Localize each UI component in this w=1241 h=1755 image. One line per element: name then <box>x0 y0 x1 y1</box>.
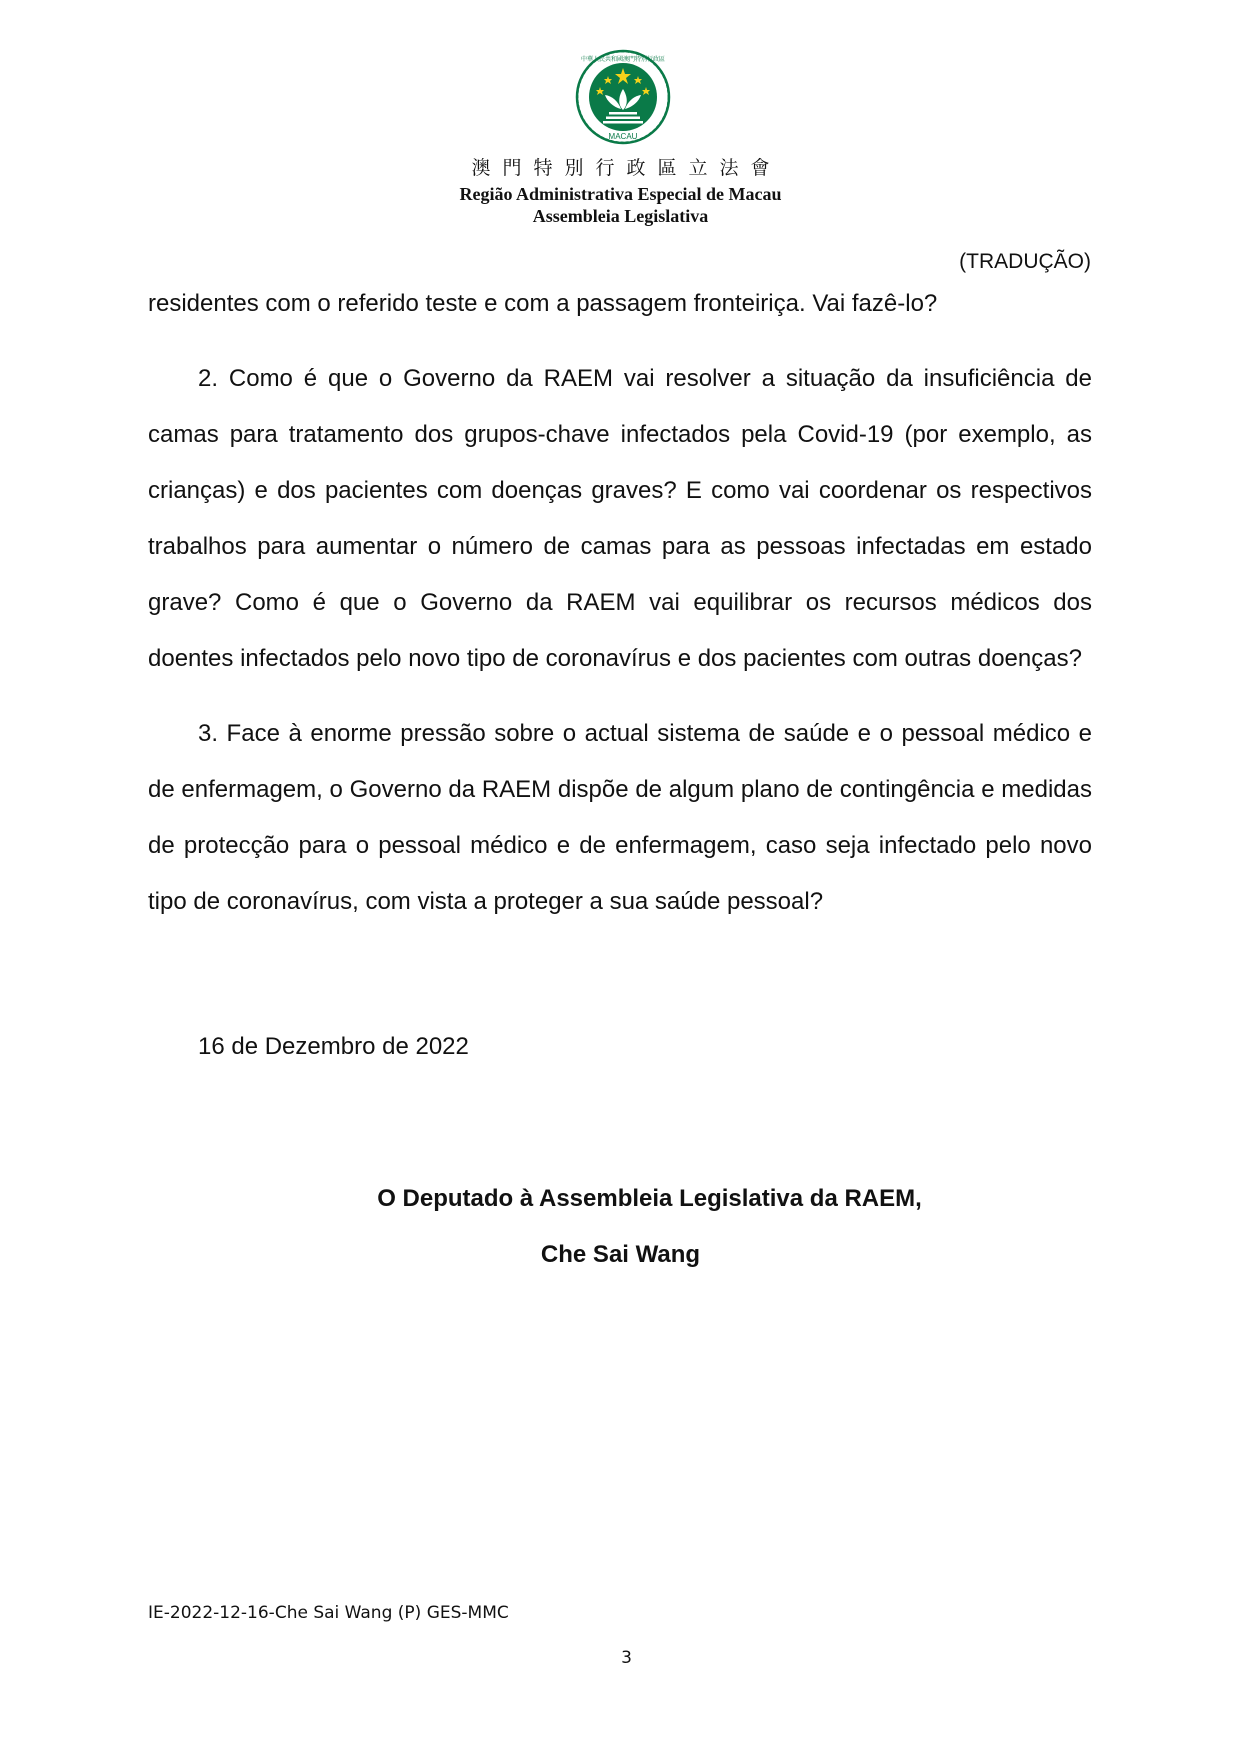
document-date: 16 de Dezembro de 2022 <box>198 1033 469 1060</box>
question-3: 3. Face à enorme pressão sobre o actual sistema de saúde e o pessoal médico e de enfermagem, o Governo da RAEM dispõe de algum plano de contingência e medidas de protecção para o pessoal médico e de enfermagem, caso seja infectado pelo novo tipo de coronavírus, com vista a proteger a sua saúde pessoal? <box>148 720 1092 915</box>
page-number: 3 <box>621 1648 632 1668</box>
assembly-title: Assembleia Legislativa <box>532 206 709 226</box>
emblem-ring-text: 中華人民共和國澳門特別行政區 <box>580 56 666 63</box>
document-header <box>0 0 1241 240</box>
region-title: Região Administrativa Especial de Macau <box>459 184 782 204</box>
signature-name: Che Sai Wang <box>540 1241 701 1268</box>
emblem-caption: MACAU <box>608 132 638 141</box>
translation-tag: (TRADUÇÃO) <box>959 250 1091 273</box>
signature-title: O Deputado à Assembleia Legislativa da RAEM, <box>377 1185 922 1212</box>
chinese-title: 澳門特別行政區立法會 <box>471 157 782 179</box>
footer-reference: IE-2022-12-16-Che Sai Wang (P) GES-MMC <box>148 1603 509 1623</box>
question-2: 2. Como é que o Governo da RAEM vai resolver a situação da insuficiência de camas para tratamento dos grupos-chave infectados pela Covid-19 (por exemplo, as crianças) e dos pacientes com doenças graves? E como vai coordenar os respectivos trabalhos para aumentar o número de camas para as pessoas infectadas em estado grave? Como é que o Governo da RAEM vai equilibrar os recursos médicos dos doentes infectados pelo novo tipo de coronavírus e dos pacientes com outras doenças? <box>148 365 1092 672</box>
macau-emblem-icon <box>575 49 671 145</box>
paragraph-continuation: residentes com o referido teste e com a passagem fronteiriça. Vai fazê-lo? <box>148 290 938 317</box>
